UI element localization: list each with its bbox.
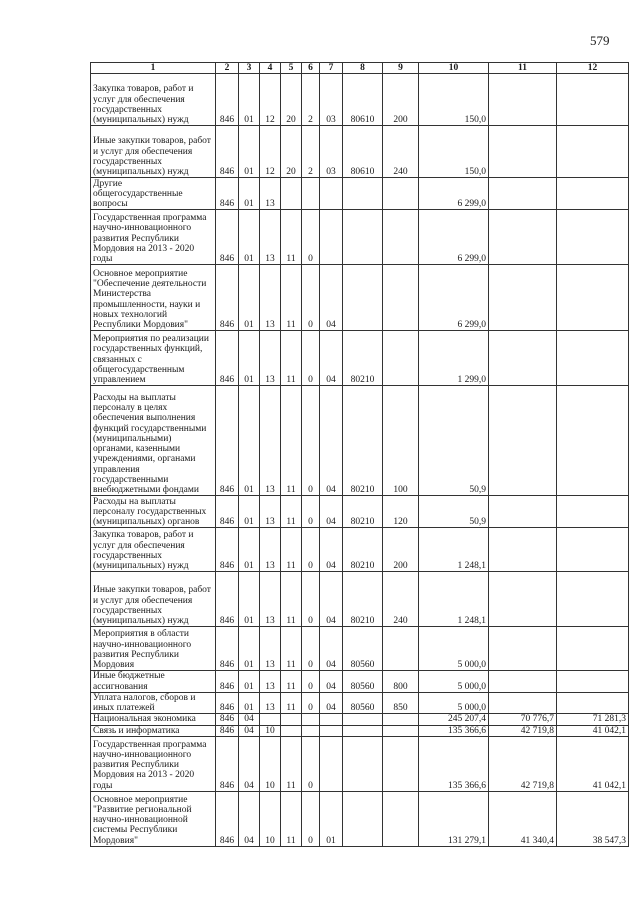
cell-col-5: 11 (281, 331, 302, 386)
cell-col-9 (383, 331, 419, 386)
cell-col-9: 850 (383, 692, 419, 714)
cell-col-6: 0 (302, 386, 320, 496)
cell-col-9 (383, 265, 419, 331)
table-row (91, 572, 629, 627)
cell-col-3: 01 (239, 74, 260, 126)
cell-col-4: 10 (260, 736, 281, 791)
cell-col-4: 13 (260, 265, 281, 331)
cell-col-11 (489, 210, 557, 265)
cell-col-2: 846 (216, 725, 239, 736)
cell-col-10: 6 299,0 (419, 178, 489, 210)
cell-col-9: 800 (383, 671, 419, 693)
column-header: 6 (302, 63, 320, 74)
cell-col-12: 41 042,1 (557, 725, 629, 736)
cell-col-10: 5 000,0 (419, 627, 489, 671)
cell-col-8 (343, 265, 383, 331)
cell-col-7: 04 (320, 331, 343, 386)
table-row (91, 692, 629, 714)
cell-col-11 (489, 496, 557, 528)
cell-col-4: 13 (260, 627, 281, 671)
row-name-cell: Расходы на выплаты персоналу в целях обеспечения выполнения функций государственными (муниципальными) органами, казенными учреждениями, органами управления государственными внебюджетными фондами (91, 386, 216, 496)
cell-col-9: 240 (383, 572, 419, 627)
cell-col-7: 04 (320, 528, 343, 572)
cell-col-11 (489, 572, 557, 627)
cell-col-3: 04 (239, 736, 260, 791)
cell-col-8: 80610 (343, 74, 383, 126)
cell-col-7: 04 (320, 671, 343, 693)
cell-col-6: 0 (302, 210, 320, 265)
table-row (91, 386, 629, 496)
cell-col-2: 846 (216, 791, 239, 846)
cell-col-9 (383, 791, 419, 846)
cell-col-3: 01 (239, 265, 260, 331)
row-name-cell: Иные бюджетные ассигнования (91, 671, 216, 693)
cell-col-10: 150,0 (419, 74, 489, 126)
cell-col-3: 01 (239, 178, 260, 210)
table-row (91, 736, 629, 791)
cell-col-6: 0 (302, 791, 320, 846)
column-header: 10 (419, 63, 489, 74)
cell-col-2: 846 (216, 627, 239, 671)
cell-col-5: 11 (281, 572, 302, 627)
cell-col-4: 12 (260, 126, 281, 178)
table-row (91, 126, 629, 178)
cell-col-5: 11 (281, 671, 302, 693)
cell-col-10: 245 207,4 (419, 714, 489, 725)
column-header: 11 (489, 63, 557, 74)
cell-col-3: 04 (239, 791, 260, 846)
cell-col-4: 13 (260, 331, 281, 386)
cell-col-5: 11 (281, 627, 302, 671)
cell-col-10: 50,9 (419, 496, 489, 528)
table-row (91, 210, 629, 265)
cell-col-6 (302, 714, 320, 725)
cell-col-3: 01 (239, 692, 260, 714)
cell-col-8: 80560 (343, 692, 383, 714)
row-name-cell: Иные закупки товаров, работ и услуг для обеспечения государственных (муниципальных) нужд (91, 572, 216, 627)
cell-col-4: 13 (260, 572, 281, 627)
cell-col-10: 50,9 (419, 386, 489, 496)
cell-col-11 (489, 265, 557, 331)
cell-col-8: 80210 (343, 496, 383, 528)
cell-col-9: 200 (383, 74, 419, 126)
column-header: 2 (216, 63, 239, 74)
column-header: 7 (320, 63, 343, 74)
column-header: 5 (281, 63, 302, 74)
cell-col-11 (489, 74, 557, 126)
cell-col-4: 10 (260, 791, 281, 846)
row-name-cell: Иные закупки товаров, работ и услуг для обеспечения государственных (муниципальных) нужд (91, 126, 216, 178)
cell-col-4: 13 (260, 496, 281, 528)
column-header: 1 (91, 63, 216, 74)
cell-col-7 (320, 736, 343, 791)
column-header: 3 (239, 63, 260, 74)
row-name-cell: Связь и информатика (91, 725, 216, 736)
cell-col-7: 04 (320, 692, 343, 714)
cell-col-2: 846 (216, 528, 239, 572)
cell-col-6: 0 (302, 736, 320, 791)
cell-col-5: 11 (281, 210, 302, 265)
row-name-cell: Мероприятия в области научно-инновационного развития Республики Мордовия (91, 627, 216, 671)
cell-col-8 (343, 725, 383, 736)
cell-col-5: 11 (281, 791, 302, 846)
cell-col-10: 6 299,0 (419, 265, 489, 331)
cell-col-12 (557, 528, 629, 572)
cell-col-9: 120 (383, 496, 419, 528)
cell-col-7: 03 (320, 74, 343, 126)
cell-col-3: 01 (239, 386, 260, 496)
cell-col-12 (557, 178, 629, 210)
row-name-cell: Основное мероприятие "Обеспечение деятельности Министерства промышленности, науки и новых технологий Республики Мордовия" (91, 265, 216, 331)
cell-col-12 (557, 671, 629, 693)
cell-col-12 (557, 572, 629, 627)
table-row (91, 178, 629, 210)
cell-col-10: 5 000,0 (419, 692, 489, 714)
column-header: 8 (343, 63, 383, 74)
cell-col-2: 846 (216, 331, 239, 386)
cell-col-2: 846 (216, 178, 239, 210)
row-name-cell: Основное мероприятие "Развитие региональной научно-инновационной системы Республики Мордовия" (91, 791, 216, 846)
cell-col-10: 135 366,6 (419, 736, 489, 791)
table-row (91, 528, 629, 572)
page-number: 579 (590, 33, 610, 48)
table-row (91, 725, 629, 736)
cell-col-3: 01 (239, 126, 260, 178)
cell-col-4: 10 (260, 725, 281, 736)
table-row (91, 74, 629, 126)
column-header: 4 (260, 63, 281, 74)
column-header: 12 (557, 63, 629, 74)
row-name-cell: Уплата налогов, сборов и иных платежей (91, 692, 216, 714)
row-name-cell: Закупка товаров, работ и услуг для обеспечения государственных (муниципальных) нужд (91, 74, 216, 126)
cell-col-10: 1 248,1 (419, 572, 489, 627)
cell-col-7: 01 (320, 791, 343, 846)
cell-col-7 (320, 178, 343, 210)
row-name-cell: Другие общегосударственные вопросы (91, 178, 216, 210)
table-header-row (91, 63, 629, 74)
cell-col-11 (489, 126, 557, 178)
table-row (91, 265, 629, 331)
cell-col-5: 11 (281, 528, 302, 572)
cell-col-2: 846 (216, 74, 239, 126)
cell-col-9 (383, 627, 419, 671)
table-row (91, 791, 629, 846)
cell-col-6 (302, 725, 320, 736)
row-name-cell: Государственная программа научно-инновационного развития Республики Мордовия на 2013 - 2020 годы (91, 736, 216, 791)
cell-col-12 (557, 74, 629, 126)
cell-col-12 (557, 496, 629, 528)
cell-col-6: 2 (302, 74, 320, 126)
row-name-cell: Мероприятия по реализации государственных функций, связанных с общегосударственным управлением (91, 331, 216, 386)
cell-col-3: 01 (239, 528, 260, 572)
cell-col-12: 41 042,1 (557, 736, 629, 791)
cell-col-10: 1 299,0 (419, 331, 489, 386)
cell-col-5: 20 (281, 126, 302, 178)
cell-col-7: 04 (320, 496, 343, 528)
cell-col-6: 0 (302, 671, 320, 693)
row-name-cell: Закупка товаров, работ и услуг для обеспечения государственных (муниципальных) нужд (91, 528, 216, 572)
cell-col-4: 12 (260, 74, 281, 126)
cell-col-7 (320, 210, 343, 265)
table-row (91, 714, 629, 725)
cell-col-7: 04 (320, 265, 343, 331)
cell-col-3: 01 (239, 627, 260, 671)
column-header: 9 (383, 63, 419, 74)
cell-col-12 (557, 126, 629, 178)
cell-col-6: 0 (302, 572, 320, 627)
cell-col-5: 11 (281, 386, 302, 496)
cell-col-11 (489, 671, 557, 693)
cell-col-6: 0 (302, 627, 320, 671)
budget-table (90, 62, 629, 847)
cell-col-8: 80210 (343, 386, 383, 496)
cell-col-3: 01 (239, 496, 260, 528)
cell-col-2: 846 (216, 126, 239, 178)
cell-col-11: 42 719,8 (489, 725, 557, 736)
cell-col-4: 13 (260, 528, 281, 572)
cell-col-3: 04 (239, 725, 260, 736)
cell-col-3: 01 (239, 210, 260, 265)
cell-col-2: 846 (216, 714, 239, 725)
cell-col-10: 135 366,6 (419, 725, 489, 736)
cell-col-6: 0 (302, 331, 320, 386)
cell-col-2: 846 (216, 692, 239, 714)
cell-col-9 (383, 736, 419, 791)
cell-col-3: 01 (239, 572, 260, 627)
cell-col-12 (557, 210, 629, 265)
cell-col-4: 13 (260, 386, 281, 496)
cell-col-11 (489, 331, 557, 386)
cell-col-8: 80210 (343, 331, 383, 386)
cell-col-11: 70 776,7 (489, 714, 557, 725)
cell-col-8 (343, 791, 383, 846)
cell-col-12: 38 547,3 (557, 791, 629, 846)
cell-col-8 (343, 736, 383, 791)
cell-col-12: 71 281,3 (557, 714, 629, 725)
cell-col-12 (557, 386, 629, 496)
cell-col-3: 01 (239, 331, 260, 386)
cell-col-2: 846 (216, 736, 239, 791)
table-row (91, 671, 629, 693)
row-name-cell: Государственная программа научно-инновационного развития Республики Мордовия на 2013 - 2020 годы (91, 210, 216, 265)
cell-col-3: 01 (239, 671, 260, 693)
cell-col-10: 1 248,1 (419, 528, 489, 572)
cell-col-7 (320, 714, 343, 725)
cell-col-8 (343, 210, 383, 265)
cell-col-7: 04 (320, 627, 343, 671)
cell-col-6 (302, 178, 320, 210)
cell-col-7: 03 (320, 126, 343, 178)
cell-col-2: 846 (216, 265, 239, 331)
cell-col-6: 0 (302, 496, 320, 528)
cell-col-4: 13 (260, 210, 281, 265)
cell-col-11: 41 340,4 (489, 791, 557, 846)
cell-col-7: 04 (320, 386, 343, 496)
cell-col-8 (343, 178, 383, 210)
cell-col-2: 846 (216, 210, 239, 265)
table-row (91, 496, 629, 528)
cell-col-12 (557, 692, 629, 714)
cell-col-5: 11 (281, 692, 302, 714)
row-name-cell: Расходы на выплаты персоналу государственных (муниципальных) органов (91, 496, 216, 528)
table-row (91, 331, 629, 386)
cell-col-7 (320, 725, 343, 736)
cell-col-9 (383, 725, 419, 736)
cell-col-11 (489, 528, 557, 572)
cell-col-2: 846 (216, 671, 239, 693)
cell-col-2: 846 (216, 572, 239, 627)
cell-col-2: 846 (216, 386, 239, 496)
row-name-cell: Национальная экономика (91, 714, 216, 725)
cell-col-10: 150,0 (419, 126, 489, 178)
cell-col-8: 80210 (343, 528, 383, 572)
cell-col-8 (343, 714, 383, 725)
cell-col-9 (383, 714, 419, 725)
cell-col-8: 80610 (343, 126, 383, 178)
cell-col-5 (281, 714, 302, 725)
cell-col-5: 11 (281, 265, 302, 331)
cell-col-12 (557, 627, 629, 671)
cell-col-6: 0 (302, 265, 320, 331)
cell-col-9: 240 (383, 126, 419, 178)
cell-col-8: 80560 (343, 671, 383, 693)
cell-col-10: 131 279,1 (419, 791, 489, 846)
cell-col-11 (489, 178, 557, 210)
cell-col-6: 2 (302, 126, 320, 178)
cell-col-4 (260, 714, 281, 725)
cell-col-4: 13 (260, 671, 281, 693)
cell-col-5: 11 (281, 496, 302, 528)
cell-col-8: 80210 (343, 572, 383, 627)
cell-col-12 (557, 265, 629, 331)
table-row (91, 627, 629, 671)
cell-col-11 (489, 386, 557, 496)
cell-col-11: 42 719,8 (489, 736, 557, 791)
cell-col-6: 0 (302, 528, 320, 572)
cell-col-4: 13 (260, 692, 281, 714)
cell-col-4: 13 (260, 178, 281, 210)
cell-col-11 (489, 627, 557, 671)
cell-col-3: 04 (239, 714, 260, 725)
cell-col-5 (281, 178, 302, 210)
cell-col-10: 6 299,0 (419, 210, 489, 265)
cell-col-9: 100 (383, 386, 419, 496)
cell-col-2: 846 (216, 496, 239, 528)
cell-col-7: 04 (320, 572, 343, 627)
cell-col-5 (281, 725, 302, 736)
cell-col-8: 80560 (343, 627, 383, 671)
cell-col-5: 20 (281, 74, 302, 126)
cell-col-12 (557, 331, 629, 386)
cell-col-9: 200 (383, 528, 419, 572)
cell-col-11 (489, 692, 557, 714)
cell-col-9 (383, 178, 419, 210)
cell-col-5: 11 (281, 736, 302, 791)
cell-col-10: 5 000,0 (419, 671, 489, 693)
cell-col-6: 0 (302, 692, 320, 714)
cell-col-9 (383, 210, 419, 265)
